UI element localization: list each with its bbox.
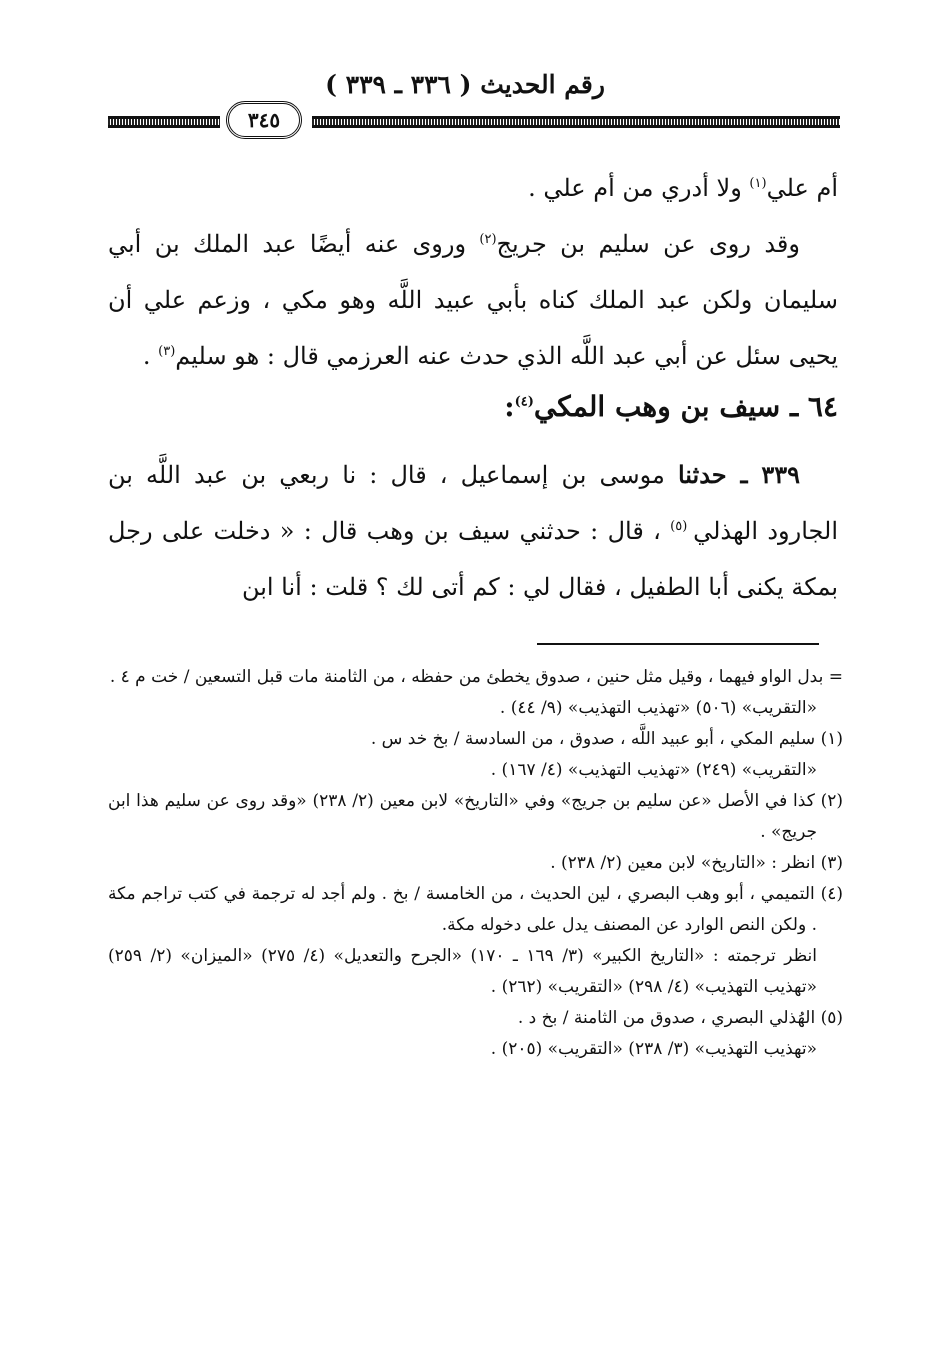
footnote-continuation: = بدل الواو فيهما ، وقيل مثل حنين ، صدوق يخطئ من حفظه ، من الثامنة مات قبل التسعين / خت م ٤ . <box>109 667 843 687</box>
footnote-ref-5: (٥) <box>670 519 694 534</box>
body-line-1: أم علي$^{(١)}$ ولا أدري من أم علي . <box>528 174 838 202</box>
footnote-ref-3: (٣) <box>158 344 176 359</box>
footnote-ref-1: (١) <box>749 176 767 191</box>
body-paragraph-2: وقد روى عن سليم بن جريج$^{(٢)}$ وروى عنه أيضًا عبد الملك بن أبي سليمان ولكن عبد الملك كناه بأبي عبيد اللَّه وهو مكي ، وزعم علي أن يحيى سئل عن أبي عبد اللَّه الذي حدث عنه العرزمي قال : هو سليم$^{(٣)}$ . <box>108 230 838 370</box>
hadith-paragraph: ٣٣٩ ـ حدثنا موسى بن إسماعيل ، قال : نا ربعي بن عبد اللَّه بن الجارود الهذلي $^{(٥)}$ ، قال : حدثني سيف بن وهب قال : « دخلت على رجل بمكة يكنى أبا الطفيل ، فقال لي : كم أتى لك ؟ قلت : أنا ابن <box>108 460 838 601</box>
main-text-top <box>108 160 838 384</box>
footnote-2: (٢) كذا في الأصل «عن سليم بن جريج» وفي «التاريخ» لابن معين (٢/ ٢٣٨) «وقد روى عن سليم هذا ابن جريج» . <box>108 791 843 842</box>
footnote-1-ref: «التقريب» (٢٤٩) «تهذيب التهذيب» (٤/ ١٦٧) . <box>490 760 817 780</box>
footnote-ref-4: (٤) <box>514 394 534 410</box>
footnote-3: (٣) انظر : «التاريخ» لابن معين (٢/ ٢٣٨) . <box>550 853 843 873</box>
footnote-ref-2: (٢) <box>479 232 497 247</box>
hadith-number: ٣٣٩ ـ حدثنا <box>677 460 800 489</box>
header-rule-left <box>108 116 220 128</box>
footnote-continuation-ref: «التقريب» (٥٠٦) «تهذيب التهذيب» (٩/ ٤٤) . <box>499 698 817 718</box>
footnote-4: (٤) التميمي ، أبو وهب البصري ، لين الحديث ، من الخامسة / بخ . ولم أجد له ترجمة في كتب تراجم مكة . ولكن النص الوارد عن المصنف يدل على دخوله مكة. <box>108 884 843 935</box>
footnote-5-ref: «تهذيب التهذيب» (٣/ ٢٣٨) «التقريب» (٢٠٥) . <box>490 1039 817 1059</box>
footnote-4-refs: انظر ترجمته : «التاريخ الكبير» (٣/ ١٦٩ ـ ١٧٠) «الجرح والتعديل» (٤/ ٢٧٥) «الميزان» (٢/ ٢٥٩) «تهذيب التهذيب» (٤/ ٢٩٨) «التقريب» (٢٦٢) . <box>108 946 817 997</box>
running-header-title: رقم الحديث ( ٣٣٦ ـ ٣٣٩ ) <box>325 70 605 99</box>
header-rule-right <box>312 116 840 128</box>
hadith-text <box>108 447 838 615</box>
footnote-5: (٥) الهُذلي البصري ، صدوق من الثامنة / بخ د . <box>517 1008 843 1028</box>
footnotes <box>108 662 843 1065</box>
section-heading: ٦٤ ـ سيف بن وهب المكي$^{(٤)}$: <box>504 390 838 423</box>
footnote-1: (١) سليم المكي ، أبو عبيد اللَّه ، صدوق ، من السادسة / بخ خد س . <box>370 729 843 749</box>
footnote-divider <box>537 643 819 645</box>
page-number-badge: ٣٤٥ <box>226 101 302 139</box>
